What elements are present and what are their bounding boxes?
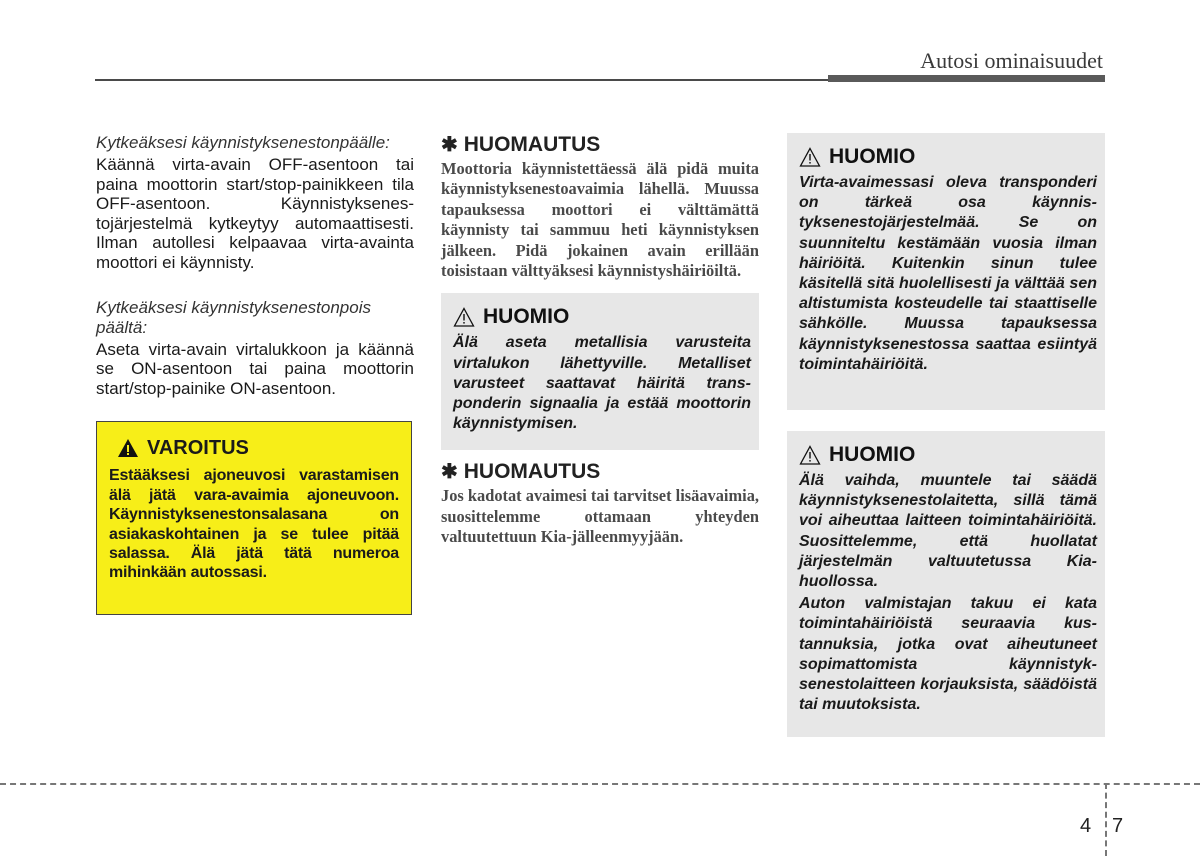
caution-text-1: Älä aseta metallisia varusteita virtalukon lähettyville. Metalliset varusteet saattavat häiritä transponderin signaalia ja estää moottorin käynnistymisen.: [453, 334, 751, 433]
page-number: 7: [1112, 815, 1124, 837]
warning-title: VAROITUS: [147, 437, 249, 460]
caution-title-2: HUOMIO: [829, 145, 916, 168]
caution-box-2: [787, 133, 1105, 410]
warning-text: Estääksesi ajoneuvosi varastamisen älä jätä vara-avaimia ajoneuvoon. Käynnistyksenestonsalasana on asiakaskohtainen ja se tulee pitää salassa. Älä jätä tätä numeroa mihinkään autossasi.: [109, 467, 399, 582]
caution-triangle-icon: [453, 307, 475, 327]
caution-text-2: Virta-avaimessasi oleva transponderi on tärkeä osa käynnistyksenestojärjestelmää. Se on suunniteltu kestämään vuosia ilman häiriöitä. Kuitenkin sinun tulee käsitellä sitä huolellisesti ja välttää sen altistumista kosteudelle tai staattiselle sähkölle. Muussa tapauksessa käynnistyksenestossa saattaa esiintyä toimintahäiriöitä.: [799, 174, 1097, 373]
warning-box: [96, 421, 412, 615]
header-title: Autosi ominaisuudet: [920, 48, 1103, 73]
asterisk-icon: ✱: [441, 134, 458, 156]
caution-title-3: HUOMIO: [829, 443, 916, 466]
caution-heading-2: [799, 145, 1097, 169]
subheading-deactivate: Kytkeäksesi käynnistyksenestonpois päältä:: [96, 297, 371, 337]
caution-title-1: HUOMIO: [483, 305, 570, 329]
note-text-2: Jos kadotat avaimesi tai tarvitset lisäavaimia, suosittelemme ottamaan yhteyden valtuutettuun Kia-jälleenmyyjään.: [441, 486, 759, 547]
caution-text-3a: Älä vaihda, muuntele tai säädä käynnistyksenestolaitetta, sillä tämä voi aiheuttaa laitteen toimintahäiriöitä. Suosittelemme, että huollatat järjestelmän valtuutetussa Kia-huollossa.: [799, 472, 1097, 591]
note-text-1: Moottoria käynnistettäessä älä pidä muita käynnistyksenestoavaimia lähellä. Muussa tapauksessa moottori ei välttämättä käynnisty tai sammuu heti käynnistyksen jälkeen. Pidä jokainen avain erillään toisistaan välttyäksesi käynnistyshäiriöiltä.: [441, 159, 759, 281]
subheading-activate: Kytkeäksesi käynnistyksenestonpäälle:: [96, 133, 390, 152]
caution-triangle-icon: [799, 445, 821, 465]
footer-dashed-divider: [1105, 783, 1107, 856]
warning-heading: [117, 436, 399, 460]
column-right: [787, 133, 1105, 737]
paragraph-activate: Käännä virta-avain OFF-asentoon tai paina moottorin start/stop-painikkeen tila OFF-asentoon. Käynnistyksenestojärjestelmä kytkeytyy automaattisesti. Ilman autollesi kelpaavaa virta-avainta moottori ei käynnisty.: [96, 155, 414, 272]
paragraph-deactivate: Aseta virta-avain virtalukkoon ja käännä se ON-asentoon tai paina moottorin start/stop-painike ON-asentoon.: [96, 339, 414, 398]
page-section-number: 4: [1080, 815, 1092, 837]
caution-box-1: [441, 293, 759, 450]
column-middle: [441, 133, 759, 548]
caution-box-3: [787, 431, 1105, 737]
header-rule-accent: [828, 75, 1105, 82]
note-title-1: HUOMAUTUS: [463, 133, 601, 156]
footer-dashed-rule: [0, 783, 1200, 785]
note-title-2: HUOMAUTUS: [463, 460, 601, 484]
column-left: [96, 133, 414, 615]
asterisk-icon: ✱: [441, 461, 458, 484]
caution-heading-1: [453, 305, 751, 329]
header-rule: [95, 79, 830, 81]
warning-triangle-icon: [117, 438, 139, 458]
caution-heading-3: [799, 443, 1097, 467]
note-heading-1: [441, 133, 759, 157]
note-heading-2: [441, 460, 759, 484]
caution-text-3b: Auton valmistajan takuu ei kata toimintahäiriöistä seuraavia kustannuksia, jotka ovat aiheutuneet sopimattomista käynnistyksenestolaitteen korjauksista, säädöistä tai muutoksista.: [799, 595, 1097, 714]
caution-triangle-icon: [799, 147, 821, 167]
